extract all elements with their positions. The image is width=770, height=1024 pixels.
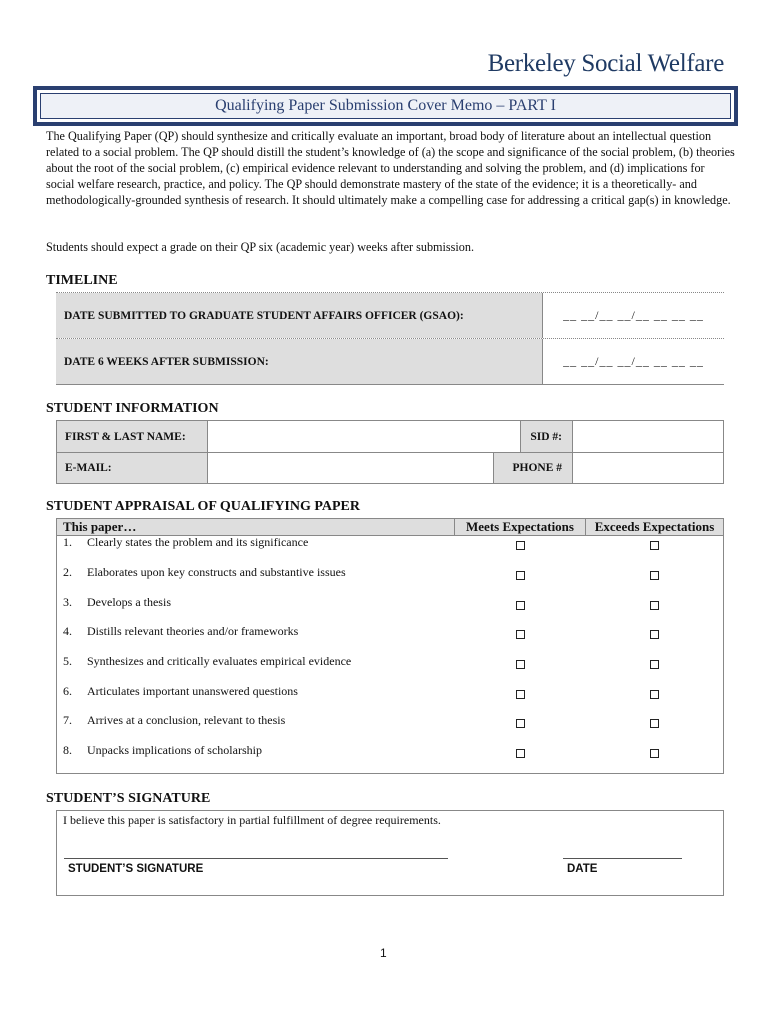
phone-label: PHONE #: [494, 453, 573, 483]
meets-checkbox[interactable]: [516, 690, 525, 699]
exceeds-cell: [586, 565, 723, 581]
exceeds-checkbox[interactable]: [650, 601, 659, 610]
meets-cell: [455, 713, 586, 729]
intro-paragraph: The Qualifying Paper (QP) should synthesize and critically evaluate an important, broad body of literature about an intellectual question related to a social problem. The QP should distill the student’s knowledge of (a) the scope and significance of the social problem, (b) theories about the root of the social problem, (c) empirical evidence relevant to understanding and solving the problem, and (d) implications for social welfare research, practice, and policy. The QP should demonstrate mastery of the state of the evidence; it is a theoretically- and methodologically-grounded synthesis of research. It should ultimately make a compelling case for addressing a critical gap(s) in knowledge.: [46, 129, 735, 207]
phone-field[interactable]: [573, 453, 723, 483]
appraisal-item: [57, 743, 455, 759]
exceeds-checkbox[interactable]: [650, 749, 659, 758]
timeline-row-submitted: [56, 293, 724, 339]
exceeds-checkbox[interactable]: [650, 660, 659, 669]
email-label: E-MAIL:: [57, 453, 208, 483]
signature-label: STUDENT’S SIGNATURE: [68, 863, 204, 875]
exceeds-cell: [586, 743, 723, 759]
exceeds-checkbox[interactable]: [650, 630, 659, 639]
appraisal-row: [57, 743, 723, 759]
student-info-table: [56, 420, 724, 484]
appraisal-item: [57, 595, 455, 611]
timeline-table: [56, 292, 724, 385]
sid-field[interactable]: [573, 421, 723, 452]
signature-statement: I believe this paper is satisfactory in partial fulfillment of degree requirements.: [63, 813, 441, 827]
item-number: 4.: [63, 624, 72, 638]
meets-checkbox[interactable]: [516, 571, 525, 580]
appraisal-row: [57, 595, 723, 611]
appraisal-item: [57, 713, 455, 729]
exceeds-cell: [586, 535, 723, 551]
item-number: 1.: [63, 535, 72, 549]
item-number: 5.: [63, 654, 72, 668]
item-text: Unpacks implications of scholarship: [87, 743, 262, 757]
appraisal-header-row: [57, 519, 723, 536]
exceeds-cell: [586, 713, 723, 729]
page-number: 1: [380, 946, 387, 960]
exceeds-checkbox[interactable]: [650, 541, 659, 550]
info-row-email: [57, 452, 723, 483]
meets-cell: [455, 565, 586, 581]
appraisal-item: [57, 535, 455, 551]
meets-cell: [455, 684, 586, 700]
item-number: 8.: [63, 743, 72, 757]
meets-checkbox[interactable]: [516, 749, 525, 758]
appraisal-heading: STUDENT APPRAISAL OF QUALIFYING PAPER: [46, 499, 361, 514]
date-line[interactable]: [563, 858, 682, 859]
exceeds-cell: [586, 684, 723, 700]
meets-checkbox[interactable]: [516, 601, 525, 610]
appraisal-item: [57, 684, 455, 700]
item-number: 3.: [63, 595, 72, 609]
exceeds-cell: [586, 654, 723, 670]
name-label: FIRST & LAST NAME:: [57, 421, 208, 452]
appraisal-table: [56, 518, 724, 774]
appraisal-item: [57, 654, 455, 670]
exceeds-checkbox[interactable]: [650, 571, 659, 580]
meets-checkbox[interactable]: [516, 719, 525, 728]
item-number: 2.: [63, 565, 72, 579]
item-text: Distills relevant theories and/or frameworks: [87, 624, 299, 638]
col-header-meets: Meets Expectations: [455, 519, 586, 535]
title-banner: [33, 86, 738, 126]
timeline-label: DATE 6 WEEKS AFTER SUBMISSION:: [56, 339, 543, 384]
appraisal-row: [57, 684, 723, 700]
appraisal-item: [57, 624, 455, 640]
meets-cell: [455, 624, 586, 640]
timeline-row-6-weeks: [56, 339, 724, 385]
item-text: Articulates important unanswered questions: [87, 684, 298, 698]
exceeds-cell: [586, 624, 723, 640]
appraisal-row: [57, 624, 723, 640]
timeline-heading: TIMELINE: [46, 273, 118, 288]
item-text: Clearly states the problem and its significance: [87, 535, 309, 549]
signature-box: [56, 810, 724, 896]
col-header-exceeds: Exceeds Expectations: [586, 519, 723, 535]
exceeds-checkbox[interactable]: [650, 719, 659, 728]
signature-heading: STUDENT’S SIGNATURE: [46, 791, 211, 806]
meets-cell: [455, 595, 586, 611]
meets-checkbox[interactable]: [516, 660, 525, 669]
exceeds-cell: [586, 595, 723, 611]
page-title: Qualifying Paper Submission Cover Memo – PART I: [215, 97, 556, 114]
item-text: Arrives at a conclusion, relevant to thesis: [87, 713, 286, 727]
appraisal-row: [57, 565, 723, 581]
timeline-label: DATE SUBMITTED TO GRADUATE STUDENT AFFAIRS OFFICER (GSAO):: [56, 293, 543, 338]
brand-logo: Berkeley Social Welfare: [487, 50, 724, 77]
date-6-weeks-field[interactable]: __ __/__ __/__ __ __ __: [563, 354, 704, 368]
title-banner-inner: [40, 93, 731, 119]
meets-cell: [455, 535, 586, 551]
appraisal-row: [57, 713, 723, 729]
item-number: 7.: [63, 713, 72, 727]
appraisal-row: [57, 535, 723, 551]
signature-line[interactable]: [64, 858, 448, 859]
meets-checkbox[interactable]: [516, 541, 525, 550]
appraisal-item: [57, 565, 455, 581]
email-field[interactable]: [208, 453, 494, 483]
name-field[interactable]: [208, 421, 521, 452]
exceeds-checkbox[interactable]: [650, 690, 659, 699]
item-text: Elaborates upon key constructs and substantive issues: [87, 565, 346, 579]
info-row-name: [57, 421, 723, 452]
meets-cell: [455, 654, 586, 670]
appraisal-row: [57, 654, 723, 670]
student-info-heading: STUDENT INFORMATION: [46, 401, 219, 416]
item-text: Synthesizes and critically evaluates empirical evidence: [87, 654, 352, 668]
meets-cell: [455, 743, 586, 759]
grade-note: Students should expect a grade on their QP six (academic year) weeks after submission.: [46, 240, 475, 254]
date-label: DATE: [567, 863, 598, 875]
item-text: Develops a thesis: [87, 595, 171, 609]
col-header-item: This paper…: [57, 519, 455, 535]
meets-checkbox[interactable]: [516, 630, 525, 639]
sid-label: SID #:: [521, 421, 573, 452]
date-submitted-field[interactable]: __ __/__ __/__ __ __ __: [563, 308, 704, 322]
item-number: 6.: [63, 684, 72, 698]
